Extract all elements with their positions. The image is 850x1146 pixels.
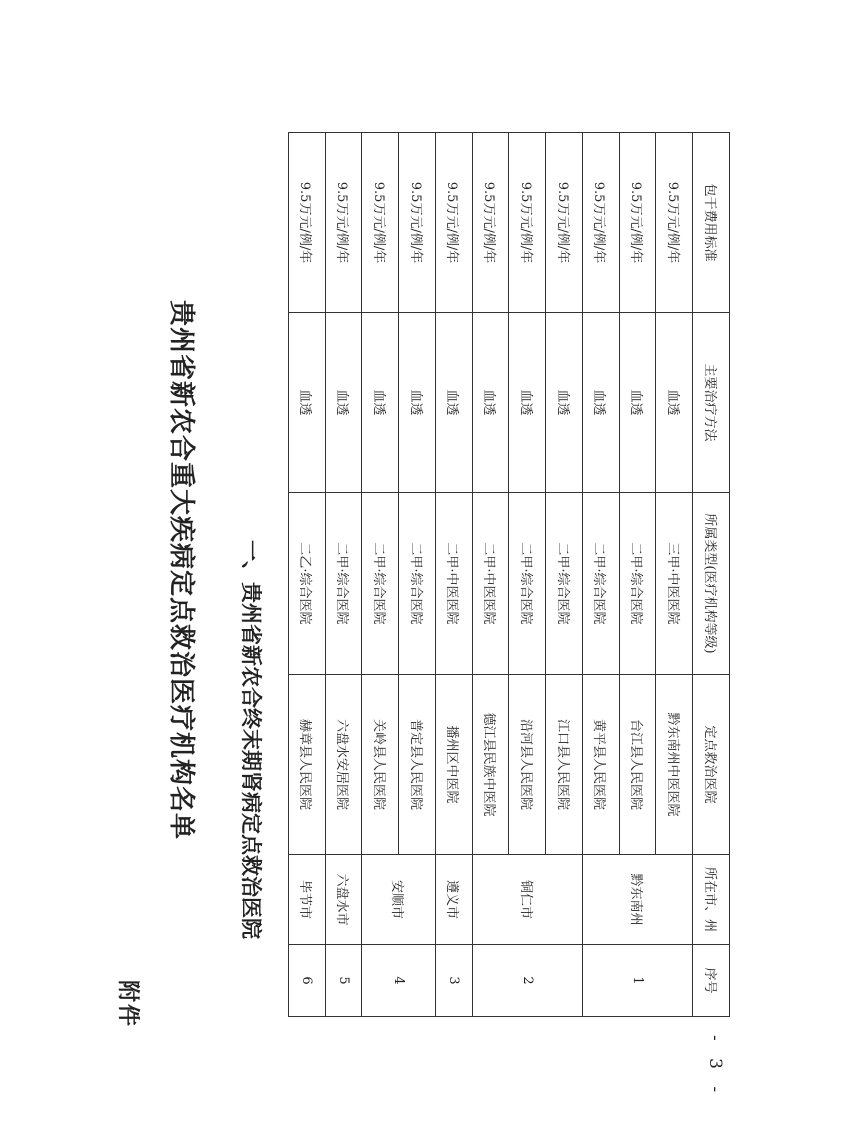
table-row (656, 133, 693, 1017)
hospital-cell: 六盘水安居医院 (325, 675, 362, 855)
header-seq: 序号 (693, 945, 730, 1017)
fee-cell: 9.5万元/例/年 (509, 133, 546, 313)
table-header-row (693, 133, 730, 1017)
type-cell: 二甲·综合医院 (399, 493, 436, 675)
hospital-cell: 黄平县人民医院 (583, 675, 620, 855)
document-title: 贵州省新农合重大疾病定点救治医疗机构名单 (166, 300, 196, 841)
city-cell: 遵义市 (436, 855, 473, 945)
table-row (436, 133, 473, 1017)
hospital-cell: 赫章县人民医院 (289, 675, 326, 855)
method-cell: 血透 (436, 313, 473, 493)
hospital-cell: 播州区中医院 (436, 675, 473, 855)
fee-cell: 9.5万元/例/年 (472, 133, 509, 313)
method-cell: 血透 (583, 313, 620, 493)
type-cell: 二甲·综合医院 (509, 493, 546, 675)
table-row (546, 133, 583, 1017)
fee-cell: 9.5万元/例/年 (399, 133, 436, 313)
city-cell: 安顺市 (362, 855, 436, 945)
method-cell: 血透 (509, 313, 546, 493)
table-row (325, 133, 362, 1017)
seq-cell: 5 (325, 945, 362, 1017)
method-cell: 血透 (472, 313, 509, 493)
type-cell: 二甲·综合医院 (362, 493, 399, 675)
city-cell: 黔东南州 (583, 855, 693, 945)
type-cell: 二甲·综合医院 (325, 493, 362, 675)
city-cell: 毕节市 (289, 855, 326, 945)
seq-cell: 4 (362, 945, 436, 1017)
section-title: 一、贵州省新农合终末期肾病定点救治医院 (239, 540, 263, 939)
fee-cell: 9.5万元/例/年 (583, 133, 620, 313)
hospital-cell: 德江县民族中医院 (472, 675, 509, 855)
table-row (399, 133, 436, 1017)
type-cell: 二甲·中医医院 (472, 493, 509, 675)
type-cell: 二甲·中医医院 (436, 493, 473, 675)
hospital-cell: 关岭县人民医院 (362, 675, 399, 855)
method-cell: 血透 (289, 313, 326, 493)
header-city: 所在市、州 (693, 855, 730, 945)
page-number: - 3 - (705, 1035, 725, 1099)
type-cell: 三甲·中医医院 (656, 493, 693, 675)
type-cell: 二甲·综合医院 (546, 493, 583, 675)
method-cell: 血透 (656, 313, 693, 493)
fee-cell: 9.5万元/例/年 (362, 133, 399, 313)
header-method: 主要治疗方法 (693, 313, 730, 493)
seq-cell: 2 (472, 945, 582, 1017)
fee-cell: 9.5万元/例/年 (436, 133, 473, 313)
type-cell: 二甲·综合医院 (619, 493, 656, 675)
fee-cell: 9.5万元/例/年 (619, 133, 656, 313)
hospital-cell: 台江县人民医院 (619, 675, 656, 855)
table-row (289, 133, 326, 1017)
city-cell: 铜仁市 (472, 855, 582, 945)
method-cell: 血透 (546, 313, 583, 493)
fee-cell: 9.5万元/例/年 (325, 133, 362, 313)
hospital-cell: 普定县人民医院 (399, 675, 436, 855)
header-type: 所属类型(医疗机构等级) (693, 493, 730, 675)
type-cell: 二甲·综合医院 (583, 493, 620, 675)
header-hospital: 定点救治医院 (693, 675, 730, 855)
type-cell: 二乙·综合医院 (289, 493, 326, 675)
method-cell: 血透 (362, 313, 399, 493)
fee-cell: 9.5万元/例/年 (546, 133, 583, 313)
header-fee: 包干费用标准 (693, 133, 730, 313)
fee-cell: 9.5万元/例/年 (656, 133, 693, 313)
seq-cell: 6 (289, 945, 326, 1017)
seq-cell: 1 (583, 945, 693, 1017)
hospital-cell: 沿河县人民医院 (509, 675, 546, 855)
method-cell: 血透 (619, 313, 656, 493)
seq-cell: 3 (436, 945, 473, 1017)
method-cell: 血透 (399, 313, 436, 493)
hospital-table (288, 132, 730, 1017)
hospital-cell: 黔东南州中医医院 (656, 675, 693, 855)
city-cell: 六盘水市 (325, 855, 362, 945)
attachment-label: 附件 (115, 980, 140, 1029)
method-cell: 血透 (325, 313, 362, 493)
hospital-cell: 江口县人民医院 (546, 675, 583, 855)
fee-cell: 9.5万元/例/年 (289, 133, 326, 313)
